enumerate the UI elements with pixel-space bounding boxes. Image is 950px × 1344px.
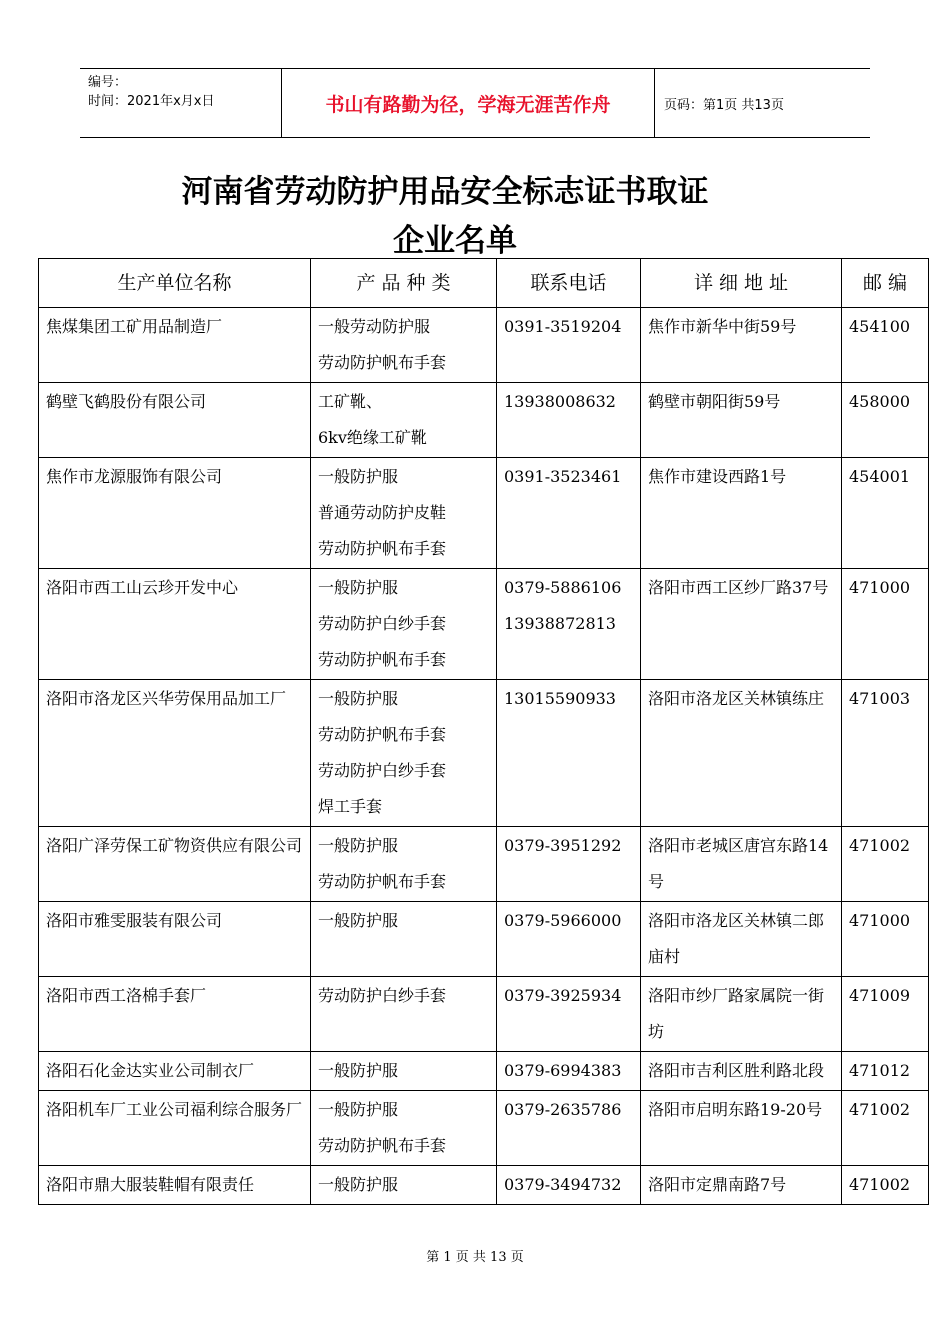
company-table	[38, 258, 929, 1205]
table-header-row	[39, 259, 929, 308]
postcode-cell: 454001	[842, 458, 929, 569]
phone-number: 0379-2635786	[504, 1100, 622, 1119]
product-item: 劳动防护帆布手套	[318, 1136, 447, 1155]
page-title: 河南省劳动防护用品安全标志证书取证	[181, 174, 709, 210]
phone-cell	[497, 902, 641, 977]
document-header	[80, 68, 870, 138]
address-cell: 鹤壁市朝阳街59号	[641, 383, 842, 458]
postcode-cell: 471000	[842, 569, 929, 680]
phone-cell	[497, 1166, 641, 1205]
postcode-cell: 471002	[842, 827, 929, 902]
product-item: 一般劳动防护服	[318, 317, 431, 336]
phone-number: 13938008632	[504, 392, 616, 411]
table-row	[39, 1091, 929, 1166]
page-footer: 第 1 页 共 13 页	[426, 1250, 524, 1265]
postcode-cell: 471012	[842, 1052, 929, 1091]
company-cell: 洛阳市鼎大服装鞋帽有限责任	[39, 1166, 311, 1205]
product-item: 一般防护服	[318, 467, 399, 486]
header-company: 生产单位名称	[39, 259, 311, 308]
products-cell	[311, 1166, 497, 1205]
table-row	[39, 1052, 929, 1091]
address-cell: 洛阳市启明东路19-20号	[641, 1091, 842, 1166]
product-item: 一般防护服	[318, 689, 399, 708]
product-item: 一般防护服	[318, 1175, 399, 1194]
postcode-cell: 454100	[842, 308, 929, 383]
address-cell: 洛阳市洛龙区关林镇二郎庙村	[641, 902, 842, 977]
address-cell: 洛阳市老城区唐宫东路14号	[641, 827, 842, 902]
address-cell: 洛阳市定鼎南路7号	[641, 1166, 842, 1205]
phone-cell	[497, 680, 641, 827]
company-cell: 洛阳广泽劳保工矿物资供应有限公司	[39, 827, 311, 902]
table-row	[39, 902, 929, 977]
products-cell	[311, 1052, 497, 1091]
product-item: 一般防护服	[318, 911, 399, 930]
product-item: 6kv绝缘工矿靴	[318, 428, 427, 447]
page-subtitle: 企业名单	[393, 223, 517, 259]
product-item: 焊工手套	[318, 797, 383, 816]
address-cell: 焦作市新华中街59号	[641, 308, 842, 383]
header-products: 产 品 种 类	[311, 259, 497, 308]
phone-cell	[497, 308, 641, 383]
table-row	[39, 569, 929, 680]
product-item: 劳动防护白纱手套	[318, 761, 447, 780]
phone-cell	[497, 1052, 641, 1091]
phone-cell	[497, 827, 641, 902]
table-row	[39, 977, 929, 1052]
company-cell: 洛阳机车厂工业公司福利综合服务厂	[39, 1091, 311, 1166]
address-cell: 洛阳市纱厂路家属院一街坊	[641, 977, 842, 1052]
product-item: 劳动防护帆布手套	[318, 872, 447, 891]
products-cell	[311, 308, 497, 383]
product-item: 一般防护服	[318, 1100, 399, 1119]
phone-number: 0391-3519204	[504, 317, 622, 336]
postcode-cell: 471009	[842, 977, 929, 1052]
products-cell	[311, 827, 497, 902]
phone-number: 0379-3494732	[504, 1175, 622, 1194]
company-cell: 焦煤集团工矿用品制造厂	[39, 308, 311, 383]
products-cell	[311, 458, 497, 569]
time-label: 时间：2021年x月x日	[88, 94, 215, 109]
product-item: 劳动防护白纱手套	[318, 614, 447, 633]
product-item: 劳动防护帆布手套	[318, 539, 447, 558]
company-cell: 焦作市龙源服饰有限公司	[39, 458, 311, 569]
number-label: 编号：	[88, 75, 128, 90]
postcode-cell: 471002	[842, 1091, 929, 1166]
product-item: 劳动防护帆布手套	[318, 725, 447, 744]
product-item: 一般防护服	[318, 836, 399, 855]
postcode-cell: 471002	[842, 1166, 929, 1205]
address-cell: 洛阳市西工区纱厂路37号	[641, 569, 842, 680]
postcode-cell: 471000	[842, 902, 929, 977]
company-cell: 洛阳市西工洛棉手套厂	[39, 977, 311, 1052]
product-item: 一般防护服	[318, 1061, 399, 1080]
phone-number: 0379-6994383	[504, 1061, 622, 1080]
product-item: 劳动防护白纱手套	[318, 986, 447, 1005]
phone-number: 0391-3523461	[504, 467, 622, 486]
company-cell: 洛阳市雅雯服装有限公司	[39, 902, 311, 977]
products-cell	[311, 680, 497, 827]
phone-number: 13938872813	[504, 614, 616, 633]
product-item: 劳动防护帆布手套	[318, 650, 447, 669]
company-cell: 洛阳市洛龙区兴华劳保用品加工厂	[39, 680, 311, 827]
company-cell: 洛阳石化金达实业公司制衣厂	[39, 1052, 311, 1091]
address-cell: 焦作市建设西路1号	[641, 458, 842, 569]
header-address: 详 细 地 址	[641, 259, 842, 308]
table-row	[39, 1166, 929, 1205]
phone-cell	[497, 569, 641, 680]
product-item: 工矿靴、	[318, 392, 383, 411]
header-postcode: 邮 编	[842, 259, 929, 308]
phone-cell	[497, 1091, 641, 1166]
table-body	[39, 308, 929, 1205]
phone-number: 0379-3925934	[504, 986, 622, 1005]
postcode-cell: 471003	[842, 680, 929, 827]
header-motto: 书山有路勤为径，学海无涯苦作舟	[281, 69, 655, 137]
products-cell	[311, 383, 497, 458]
products-cell	[311, 569, 497, 680]
company-cell: 鹤壁飞鹤股份有限公司	[39, 383, 311, 458]
table-row	[39, 383, 929, 458]
phone-number: 0379-5966000	[504, 911, 622, 930]
products-cell	[311, 902, 497, 977]
phone-cell	[497, 458, 641, 569]
product-item: 劳动防护帆布手套	[318, 353, 447, 372]
address-cell: 洛阳市吉利区胜利路北段	[641, 1052, 842, 1091]
header-meta	[88, 73, 280, 111]
header-page-info: 页码：第1页 共13页	[664, 97, 784, 113]
product-item: 一般防护服	[318, 578, 399, 597]
table-row	[39, 680, 929, 827]
phone-number: 0379-5886106	[504, 578, 622, 597]
header-phone: 联系电话	[497, 259, 641, 308]
products-cell	[311, 977, 497, 1052]
phone-number: 13015590933	[504, 689, 616, 708]
postcode-cell: 458000	[842, 383, 929, 458]
phone-cell	[497, 383, 641, 458]
table-row	[39, 458, 929, 569]
table-row	[39, 827, 929, 902]
product-item: 普通劳动防护皮鞋	[318, 503, 447, 522]
products-cell	[311, 1091, 497, 1166]
company-cell: 洛阳市西工山云珍开发中心	[39, 569, 311, 680]
phone-cell	[497, 977, 641, 1052]
phone-number: 0379-3951292	[504, 836, 622, 855]
table-row	[39, 308, 929, 383]
address-cell: 洛阳市洛龙区关林镇练庄	[641, 680, 842, 827]
